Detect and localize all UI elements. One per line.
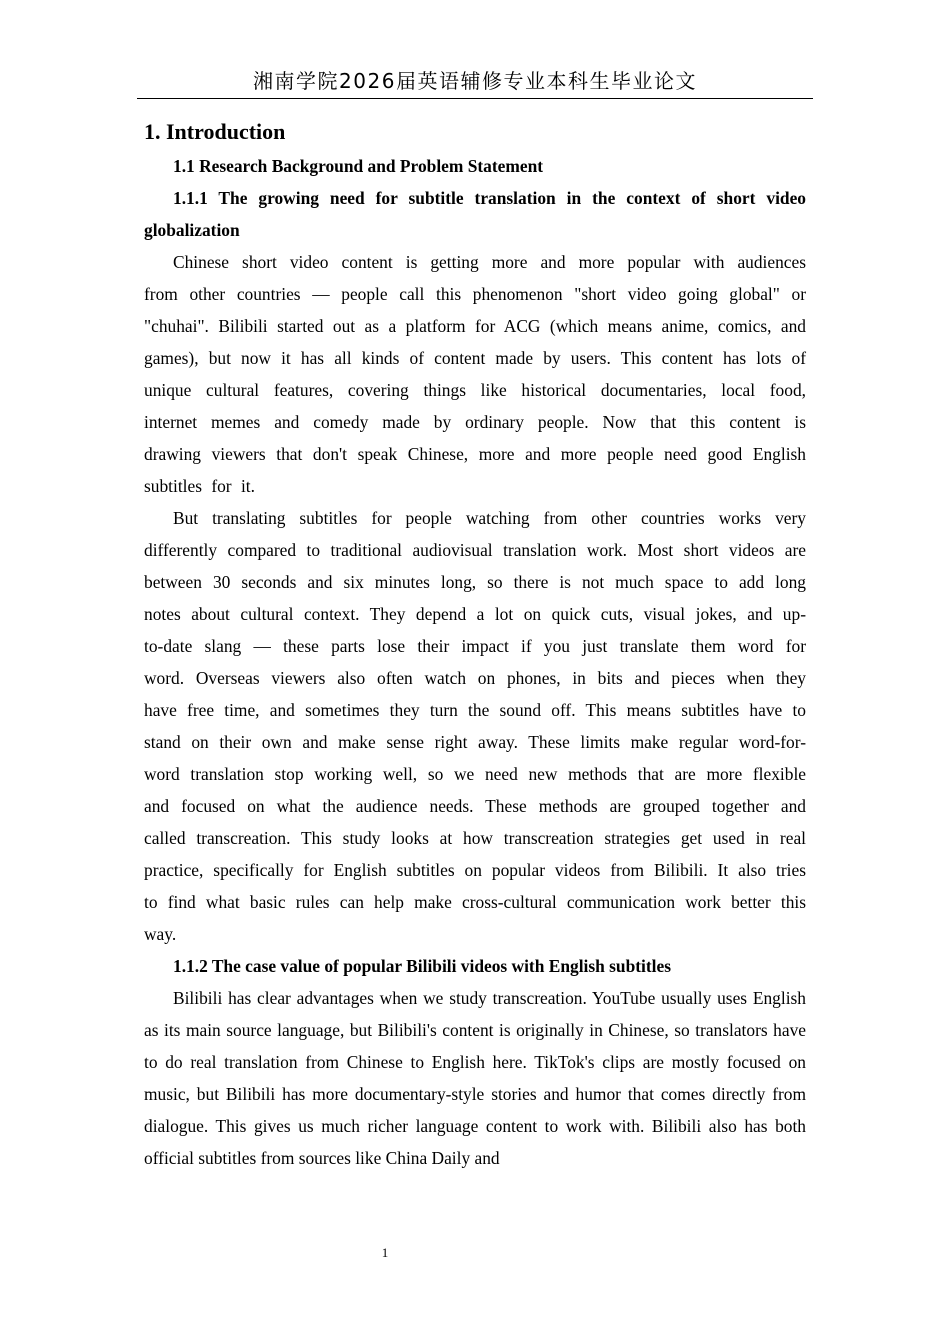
subsubsection-heading-1-1-1: 1.1.1 The growing need for subtitle translation in the context of short video globalization bbox=[144, 188, 806, 240]
body-paragraph: Bilibili has clear advantages when we study transcreation. YouTube usually uses English as its main source language, but Bilibili's content is originally in Chinese, so translators have to do real translation from Chinese to English here. TikTok's clips are mostly focused on music, but Bilibili has more documentary-style stories and humor that comes directly from dialogue. This gives us much richer language content to work with. Bilibili also has both official subtitles from sources like China Daily and bbox=[144, 988, 806, 1168]
page-body bbox=[144, 114, 806, 1174]
body-paragraph: But translating subtitles for people watching from other countries works very differently compared to traditional audiovisual translation work. Most short videos are between 30 seconds and six minutes long, so there is not much space to add long notes about cultural context. They depend a lot on quick cuts, visual jokes, and up-to-date slang — these parts lose their impact if you just translate them word for word. Overseas viewers also often watch on phones, in bits and pieces when they have free time, and sometimes they turn the sound off. This means subtitles have to stand on their own and make sense right away. These limits make regular word-for-word translation stop working well, so we need new methods that are more flexible and focused on what the audience needs. These methods are grouped together and called transcreation. This study looks at how transcreation strategies get used in real practice, specifically for English subtitles on popular videos from Bilibili. It also tries to find what basic rules can help make cross-cultural communication work better this way. bbox=[144, 508, 806, 944]
body-paragraph: Chinese short video content is getting more and more popular with audiences from other countries — people call this phenomenon "short video going global" or "chuhai". Bilibili started out as a platform for ACG (which means anime, comics, and games), but now it has all kinds of content made by users. This content has lots of unique cultural features, covering things like historical documentaries, local food, internet memes and comedy made by ordinary people. Now that this content is drawing viewers that don't speak Chinese, more and more people need good English subtitles for it. bbox=[144, 252, 806, 496]
page-number: 1 bbox=[381, 1245, 389, 1260]
subsection-heading: 1.1 Research Background and Problem Statement bbox=[173, 156, 544, 176]
running-header: 湘南学院2026届英语辅修专业本科生毕业论文 bbox=[137, 68, 813, 99]
section-heading: 1. Introduction bbox=[144, 119, 286, 144]
subsubsection-heading-1-1-2: 1.1.2 The case value of popular Bilibili videos with English subtitles bbox=[173, 956, 671, 976]
